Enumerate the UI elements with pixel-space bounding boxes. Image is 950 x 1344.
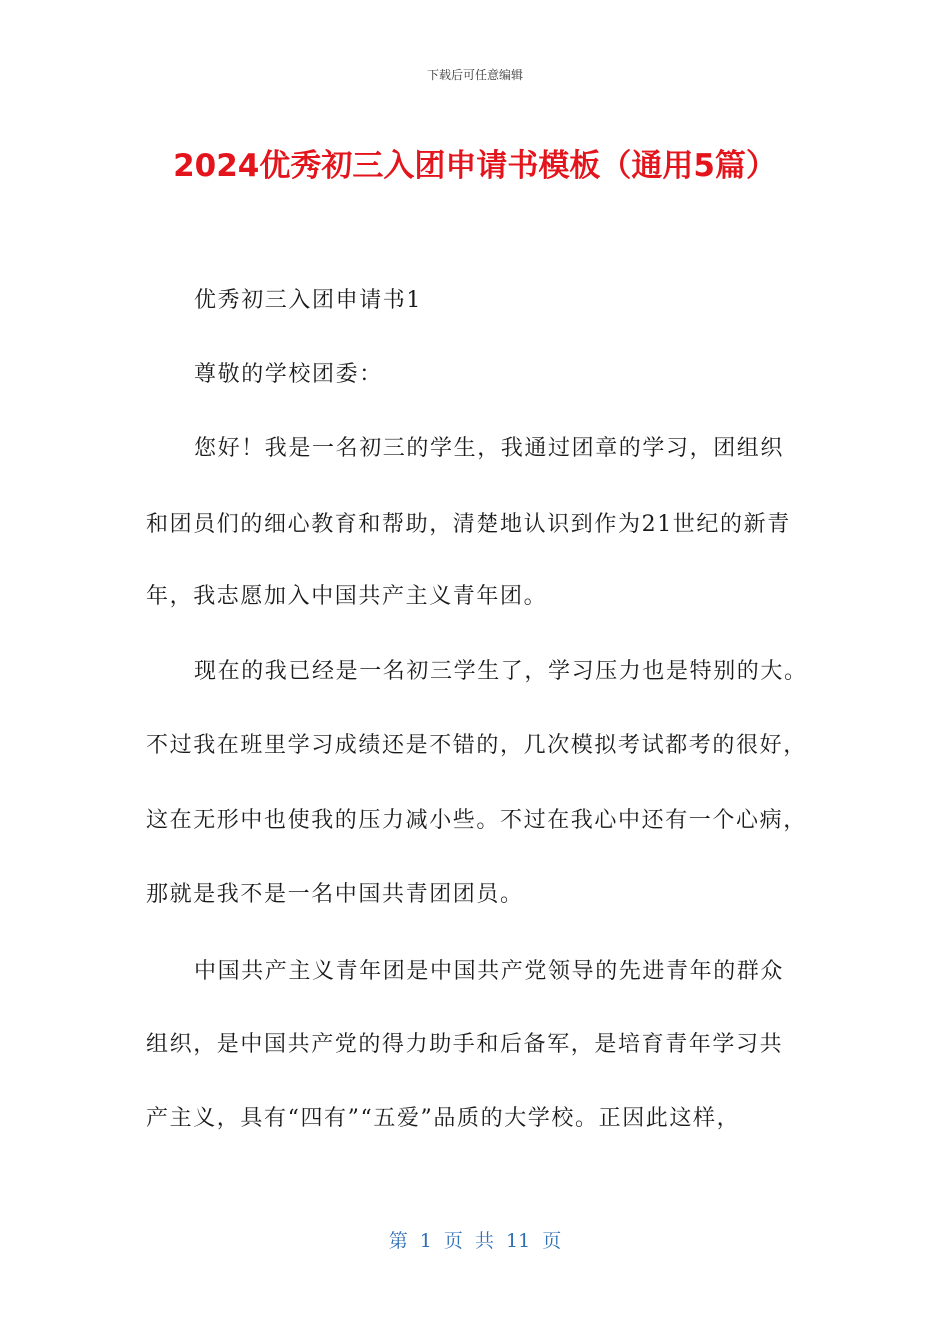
paragraph-line: 您好！我是一名初三的学生，我通过团章的学习，团组织	[194, 436, 785, 461]
paragraph-line: 和团员们的细心教育和帮助，清楚地认识到作为21世纪的新青	[146, 512, 791, 537]
paragraph-line: 那就是我不是一名中国共青团团员。	[146, 882, 524, 907]
page-number-footer: 第 1 页 共 11 页	[388, 1230, 562, 1252]
paragraph-line: 组织，是中国共产党的得力助手和后备军，是培育青年学习共	[146, 1032, 784, 1057]
paragraph-line: 产主义，具有“四有”“五爱”品质的大学校。正因此这样，	[146, 1106, 741, 1131]
paragraph-line: 现在的我已经是一名初三学生了，学习压力也是特别的大。	[194, 659, 808, 684]
paragraph-line: 这在无形中也使我的压力减小些。不过在我心中还有一个心病，	[146, 808, 807, 833]
header-note: 下载后可任意编辑	[426, 68, 523, 82]
salutation: 尊敬的学校团委：	[194, 362, 383, 387]
paragraph-line: 不过我在班里学习成绩还是不错的，几次模拟考试都考的很好，	[146, 733, 807, 758]
document-title: 2024优秀初三入团申请书模板（通用5篇）	[173, 148, 777, 184]
paragraph-line: 中国共产主义青年团是中国共产党领导的先进青年的群众	[194, 959, 785, 984]
paragraph-line: 年，我志愿加入中国共产主义青年团。	[146, 584, 548, 609]
section-heading: 优秀初三入团申请书1	[194, 288, 422, 313]
